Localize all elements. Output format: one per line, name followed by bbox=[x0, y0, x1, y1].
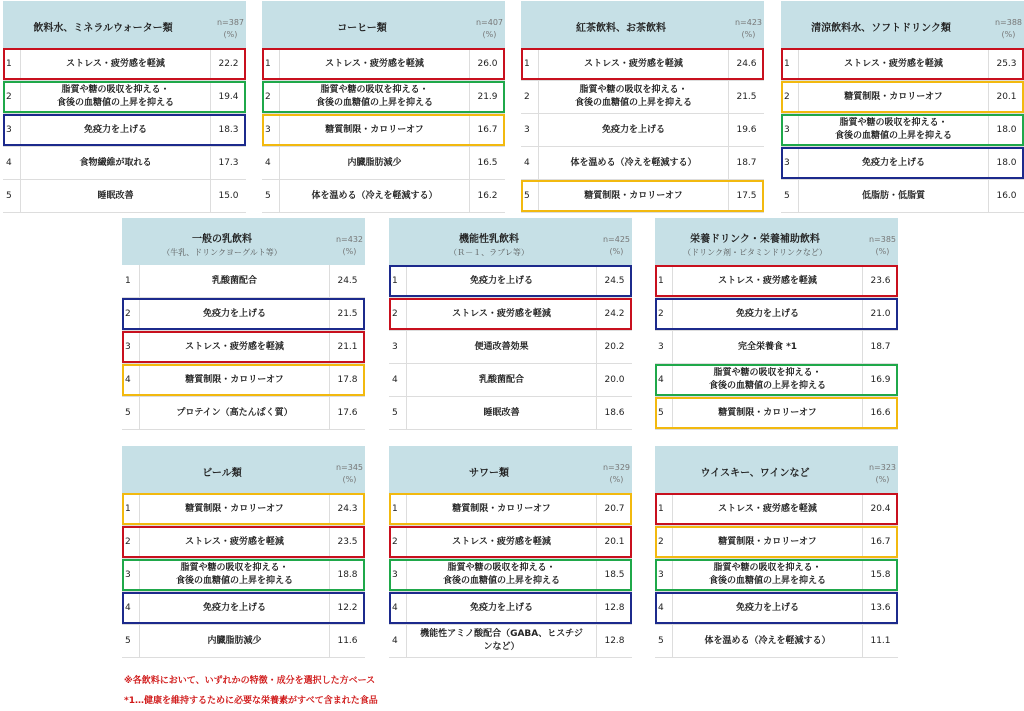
table-row bbox=[781, 180, 1024, 213]
value-cell: 18.7 bbox=[736, 158, 757, 168]
table-row bbox=[389, 559, 632, 592]
item-cell: ストレス・疲労感を軽減 bbox=[140, 331, 330, 363]
value-cell: 26.0 bbox=[477, 59, 498, 69]
value-cell: 20.4 bbox=[870, 504, 891, 514]
table-row bbox=[122, 364, 365, 397]
table-title: 清涼飲料水、ソフトドリンク類 bbox=[811, 23, 951, 34]
table-row bbox=[262, 81, 505, 114]
value-cell: 12.8 bbox=[604, 603, 625, 613]
value-cell: 17.8 bbox=[337, 375, 358, 385]
item-cell: ストレス・疲労感を軽減 bbox=[539, 48, 729, 80]
item-cell: 免疫力を上げる bbox=[407, 592, 597, 624]
value-cell: 21.5 bbox=[736, 92, 757, 102]
rank-cell: 3 bbox=[389, 559, 407, 591]
footnote-complete-nutrition: *1…健康を維持するために必要な栄養素がすべて含まれた食品 bbox=[124, 696, 378, 706]
item-cell: ストレス・疲労感を軽減 bbox=[140, 526, 330, 558]
table-row bbox=[655, 364, 898, 397]
rank-cell: 2 bbox=[389, 298, 407, 330]
value-cell: 18.0 bbox=[996, 125, 1017, 135]
ranking-table bbox=[521, 1, 764, 213]
table-row bbox=[521, 114, 764, 147]
item-cell: プロテイン（高たんぱく質） bbox=[140, 397, 330, 429]
table-subtitle: （Ｒ－１、ラブレ等） bbox=[449, 248, 529, 257]
value-cell: 17.5 bbox=[736, 191, 757, 201]
rank-cell: 3 bbox=[521, 114, 539, 146]
table-header bbox=[389, 446, 632, 493]
value-cell: 23.6 bbox=[870, 276, 891, 286]
table-header bbox=[122, 446, 365, 493]
rank-cell: 5 bbox=[122, 625, 140, 657]
table-row bbox=[122, 526, 365, 559]
rank-cell: 3 bbox=[781, 147, 799, 179]
rank-cell: 5 bbox=[781, 180, 799, 212]
table-row bbox=[521, 81, 764, 114]
value-cell: 21.9 bbox=[477, 92, 498, 102]
table-header bbox=[389, 218, 632, 265]
table-title: 一般の乳飲料 bbox=[192, 234, 252, 245]
item-cell: 免疫力を上げる bbox=[539, 114, 729, 146]
table-row bbox=[3, 48, 246, 81]
table-row bbox=[781, 114, 1024, 147]
item-cell: ストレス・疲労感を軽減 bbox=[407, 526, 597, 558]
item-cell: ストレス・疲労感を軽減 bbox=[280, 48, 470, 80]
table-subtitle: （牛乳、ドリンクヨーグルト等） bbox=[162, 248, 282, 257]
value-cell: 11.1 bbox=[870, 636, 891, 646]
value-cell: 19.4 bbox=[218, 92, 239, 102]
rank-cell: 2 bbox=[521, 81, 539, 113]
item-cell: 免疫力を上げる bbox=[407, 265, 597, 297]
unit-label: (%) bbox=[609, 475, 624, 484]
item-cell: 脂質や糖の吸収を抑える・ 食後の血糖値の上昇を抑える bbox=[407, 559, 597, 591]
sample-size bbox=[869, 234, 896, 258]
item-cell: 体を温める（冷えを軽減する） bbox=[673, 625, 863, 657]
rank-cell: 2 bbox=[122, 526, 140, 558]
value-cell: 11.6 bbox=[337, 636, 358, 646]
item-cell: 免疫力を上げる bbox=[140, 298, 330, 330]
table-row bbox=[122, 397, 365, 430]
item-cell: ストレス・疲労感を軽減 bbox=[673, 265, 863, 297]
item-cell: ストレス・疲労感を軽減 bbox=[673, 493, 863, 525]
rank-cell: 3 bbox=[655, 559, 673, 591]
item-cell: 脂質や糖の吸収を抑える・ 食後の血糖値の上昇を抑える bbox=[673, 559, 863, 591]
item-cell: 完全栄養食 *1 bbox=[673, 331, 863, 363]
item-cell: 体を温める（冷えを軽減する） bbox=[280, 180, 470, 212]
sample-size-value: n=323 bbox=[868, 463, 896, 472]
table-header bbox=[655, 218, 898, 265]
table-row bbox=[262, 114, 505, 147]
value-cell: 15.0 bbox=[218, 191, 239, 201]
table-row bbox=[3, 114, 246, 147]
ranking-table bbox=[122, 218, 365, 430]
rank-cell: 2 bbox=[122, 298, 140, 330]
table-row bbox=[122, 298, 365, 331]
sample-size-value: n=385 bbox=[868, 235, 896, 244]
rank-cell: 1 bbox=[655, 493, 673, 525]
item-cell: 脂質や糖の吸収を抑える・ 食後の血糖値の上昇を抑える bbox=[140, 559, 330, 591]
item-cell: 免疫力を上げる bbox=[140, 592, 330, 624]
sample-size-value: n=387 bbox=[216, 18, 244, 27]
table-row bbox=[655, 331, 898, 364]
item-cell: 内臓脂肪減少 bbox=[280, 147, 470, 179]
value-cell: 24.2 bbox=[604, 309, 625, 319]
value-cell: 24.3 bbox=[337, 504, 358, 514]
rank-cell: 2 bbox=[655, 526, 673, 558]
rank-cell: 3 bbox=[3, 114, 21, 146]
rank-cell: 2 bbox=[3, 81, 21, 113]
table-row bbox=[389, 625, 632, 658]
footnote-base: ※各飲料において、いずれかの特徴・成分を選択した方ベース bbox=[124, 676, 376, 686]
table-row bbox=[521, 180, 764, 213]
item-cell: 食物繊維が取れる bbox=[21, 147, 211, 179]
item-cell: 糖質制限・カロリーオフ bbox=[140, 364, 330, 396]
ranking-table bbox=[262, 1, 505, 213]
item-cell: 睡眠改善 bbox=[407, 397, 597, 429]
item-cell: ストレス・疲労感を軽減 bbox=[21, 48, 211, 80]
rank-cell: 3 bbox=[262, 114, 280, 146]
item-cell: 免疫力を上げる bbox=[673, 592, 863, 624]
rank-cell: 1 bbox=[389, 493, 407, 525]
ranking-table bbox=[122, 446, 365, 658]
value-cell: 24.5 bbox=[337, 276, 358, 286]
value-cell: 18.3 bbox=[218, 125, 239, 135]
item-cell: 脂質や糖の吸収を抑える・ 食後の血糖値の上昇を抑える bbox=[21, 81, 211, 113]
sample-size bbox=[735, 17, 762, 41]
item-cell: 体を温める（冷えを軽減する） bbox=[539, 147, 729, 179]
rank-cell: 5 bbox=[262, 180, 280, 212]
table-title: 紅茶飲料、お茶飲料 bbox=[576, 23, 666, 34]
item-cell: 免疫力を上げる bbox=[21, 114, 211, 146]
rank-cell: 1 bbox=[262, 48, 280, 80]
value-cell: 18.5 bbox=[604, 570, 625, 580]
table-row bbox=[3, 147, 246, 180]
table-row bbox=[262, 147, 505, 180]
item-cell: 糖質制限・カロリーオフ bbox=[140, 493, 330, 525]
table-row bbox=[655, 625, 898, 658]
item-cell: 内臓脂肪減少 bbox=[140, 625, 330, 657]
sample-size-value: n=432 bbox=[335, 235, 363, 244]
item-cell: 機能性アミノ酸配合（GABA、ヒスチジ ンなど） bbox=[407, 625, 597, 657]
value-cell: 12.8 bbox=[604, 636, 625, 646]
table-row bbox=[389, 364, 632, 397]
rank-cell: 4 bbox=[122, 592, 140, 624]
item-cell: 免疫力を上げる bbox=[673, 298, 863, 330]
value-cell: 21.5 bbox=[337, 309, 358, 319]
table-row bbox=[3, 180, 246, 213]
table-title: ビール類 bbox=[202, 468, 242, 479]
rank-cell: 3 bbox=[781, 114, 799, 146]
rank-cell: 4 bbox=[521, 147, 539, 179]
item-cell: 脂質や糖の吸収を抑える・ 食後の血糖値の上昇を抑える bbox=[280, 81, 470, 113]
value-cell: 13.6 bbox=[870, 603, 891, 613]
rank-cell: 4 bbox=[389, 364, 407, 396]
ranking-table bbox=[389, 446, 632, 658]
item-cell: 糖質制限・カロリーオフ bbox=[539, 180, 729, 212]
value-cell: 20.1 bbox=[604, 537, 625, 547]
table-title: ウイスキー、ワインなど bbox=[700, 468, 810, 479]
sample-size-value: n=407 bbox=[475, 18, 503, 27]
rank-cell: 3 bbox=[122, 559, 140, 591]
table-title: 栄養ドリンク・栄養補助飲料 bbox=[690, 234, 820, 245]
value-cell: 18.0 bbox=[996, 158, 1017, 168]
unit-label: (%) bbox=[342, 247, 357, 256]
ranking-table bbox=[655, 218, 898, 430]
table-row bbox=[389, 592, 632, 625]
value-cell: 20.2 bbox=[604, 342, 625, 352]
item-cell: 糖質制限・カロリーオフ bbox=[280, 114, 470, 146]
table-header bbox=[655, 446, 898, 493]
table-row bbox=[655, 298, 898, 331]
value-cell: 22.2 bbox=[218, 59, 239, 69]
value-cell: 16.7 bbox=[477, 125, 498, 135]
rank-cell: 1 bbox=[781, 48, 799, 80]
value-cell: 20.1 bbox=[996, 92, 1017, 102]
sample-size bbox=[603, 234, 630, 258]
value-cell: 18.7 bbox=[870, 342, 891, 352]
table-row bbox=[655, 265, 898, 298]
item-cell: 脂質や糖の吸収を抑える・ 食後の血糖値の上昇を抑える bbox=[539, 81, 729, 113]
table-row bbox=[389, 265, 632, 298]
table-row bbox=[781, 81, 1024, 114]
table-row bbox=[781, 48, 1024, 81]
value-cell: 16.7 bbox=[870, 537, 891, 547]
sample-size bbox=[217, 17, 244, 41]
table-header bbox=[3, 1, 246, 48]
rank-cell: 5 bbox=[655, 625, 673, 657]
rank-cell: 5 bbox=[122, 397, 140, 429]
rank-cell: 4 bbox=[655, 592, 673, 624]
rank-cell: 4 bbox=[389, 625, 407, 657]
table-header bbox=[122, 218, 365, 265]
value-cell: 12.2 bbox=[337, 603, 358, 613]
table-row bbox=[521, 147, 764, 180]
table-row bbox=[389, 331, 632, 364]
rank-cell: 4 bbox=[655, 364, 673, 396]
unit-label: (%) bbox=[1001, 30, 1016, 39]
item-cell: 乳酸菌配合 bbox=[140, 265, 330, 297]
table-row bbox=[655, 493, 898, 526]
item-cell: 便通改善効果 bbox=[407, 331, 597, 363]
sample-size-value: n=423 bbox=[734, 18, 762, 27]
table-row bbox=[262, 48, 505, 81]
table-row bbox=[262, 180, 505, 213]
item-cell: 低脂肪・低脂質 bbox=[799, 180, 989, 212]
item-cell: 糖質制限・カロリーオフ bbox=[673, 397, 863, 429]
table-row bbox=[389, 526, 632, 559]
item-cell: 糖質制限・カロリーオフ bbox=[673, 526, 863, 558]
rank-cell: 2 bbox=[655, 298, 673, 330]
table-header bbox=[781, 1, 1024, 48]
table-row bbox=[389, 298, 632, 331]
item-cell: 糖質制限・カロリーオフ bbox=[407, 493, 597, 525]
table-row bbox=[122, 592, 365, 625]
rank-cell: 3 bbox=[389, 331, 407, 363]
value-cell: 17.3 bbox=[218, 158, 239, 168]
unit-label: (%) bbox=[609, 247, 624, 256]
sample-size bbox=[869, 462, 896, 486]
unit-label: (%) bbox=[223, 30, 238, 39]
rank-cell: 5 bbox=[3, 180, 21, 212]
rank-cell: 2 bbox=[389, 526, 407, 558]
rank-cell: 5 bbox=[389, 397, 407, 429]
item-cell: 脂質や糖の吸収を抑える・ 食後の血糖値の上昇を抑える bbox=[799, 114, 989, 146]
rank-cell: 1 bbox=[521, 48, 539, 80]
table-header bbox=[262, 1, 505, 48]
table-row bbox=[655, 526, 898, 559]
value-cell: 21.1 bbox=[337, 342, 358, 352]
rank-cell: 5 bbox=[521, 180, 539, 212]
rank-cell: 3 bbox=[122, 331, 140, 363]
value-cell: 18.8 bbox=[337, 570, 358, 580]
rank-cell: 1 bbox=[122, 493, 140, 525]
value-cell: 21.0 bbox=[870, 309, 891, 319]
table-row bbox=[389, 397, 632, 430]
table-row bbox=[655, 592, 898, 625]
value-cell: 23.5 bbox=[337, 537, 358, 547]
value-cell: 24.6 bbox=[736, 59, 757, 69]
rank-cell: 2 bbox=[781, 81, 799, 113]
value-cell: 19.6 bbox=[736, 125, 757, 135]
ranking-table bbox=[389, 218, 632, 430]
value-cell: 18.6 bbox=[604, 408, 625, 418]
rank-cell: 1 bbox=[3, 48, 21, 80]
item-cell: 乳酸菌配合 bbox=[407, 364, 597, 396]
sample-size bbox=[476, 17, 503, 41]
rank-cell: 4 bbox=[3, 147, 21, 179]
value-cell: 17.6 bbox=[337, 408, 358, 418]
unit-label: (%) bbox=[875, 247, 890, 256]
value-cell: 25.3 bbox=[996, 59, 1017, 69]
table-title: コーヒー類 bbox=[337, 23, 387, 34]
item-cell: ストレス・疲労感を軽減 bbox=[799, 48, 989, 80]
table-header bbox=[521, 1, 764, 48]
rank-cell: 4 bbox=[122, 364, 140, 396]
table-title: サワー類 bbox=[469, 468, 509, 479]
table-row bbox=[521, 48, 764, 81]
rank-cell: 1 bbox=[389, 265, 407, 297]
table-row bbox=[3, 81, 246, 114]
sample-size bbox=[603, 462, 630, 486]
item-cell: 糖質制限・カロリーオフ bbox=[799, 81, 989, 113]
sample-size bbox=[995, 17, 1022, 41]
item-cell: 睡眠改善 bbox=[21, 180, 211, 212]
value-cell: 20.0 bbox=[604, 375, 625, 385]
unit-label: (%) bbox=[875, 475, 890, 484]
rank-cell: 1 bbox=[122, 265, 140, 297]
unit-label: (%) bbox=[342, 475, 357, 484]
table-row bbox=[655, 559, 898, 592]
table-title: 飲料水、ミネラルウォーター類 bbox=[33, 23, 173, 34]
ranking-table bbox=[655, 446, 898, 658]
sample-size bbox=[336, 234, 363, 258]
table-row bbox=[122, 331, 365, 364]
rank-cell: 4 bbox=[389, 592, 407, 624]
sample-size-value: n=425 bbox=[602, 235, 630, 244]
sample-size-value: n=388 bbox=[994, 18, 1022, 27]
table-row bbox=[781, 147, 1024, 180]
table-row bbox=[122, 493, 365, 526]
value-cell: 16.0 bbox=[996, 191, 1017, 201]
table-row bbox=[655, 397, 898, 430]
value-cell: 16.6 bbox=[870, 408, 891, 418]
item-cell: 脂質や糖の吸収を抑える・ 食後の血糖値の上昇を抑える bbox=[673, 364, 863, 396]
unit-label: (%) bbox=[741, 30, 756, 39]
item-cell: ストレス・疲労感を軽減 bbox=[407, 298, 597, 330]
rank-cell: 5 bbox=[655, 397, 673, 429]
table-row bbox=[122, 559, 365, 592]
rank-cell: 4 bbox=[262, 147, 280, 179]
value-cell: 20.7 bbox=[604, 504, 625, 514]
table-title: 機能性乳飲料 bbox=[459, 234, 519, 245]
rank-cell: 2 bbox=[262, 81, 280, 113]
rank-cell: 1 bbox=[655, 265, 673, 297]
table-row bbox=[389, 493, 632, 526]
value-cell: 16.5 bbox=[477, 158, 498, 168]
rank-cell: 3 bbox=[655, 331, 673, 363]
table-row bbox=[122, 265, 365, 298]
item-cell: 免疫力を上げる bbox=[799, 147, 989, 179]
table-row bbox=[122, 625, 365, 658]
value-cell: 16.2 bbox=[477, 191, 498, 201]
value-cell: 24.5 bbox=[604, 276, 625, 286]
value-cell: 16.9 bbox=[870, 375, 891, 385]
sample-size-value: n=345 bbox=[335, 463, 363, 472]
ranking-table bbox=[3, 1, 246, 213]
value-cell: 15.8 bbox=[870, 570, 891, 580]
sample-size-value: n=329 bbox=[602, 463, 630, 472]
ranking-table bbox=[781, 1, 1024, 213]
sample-size bbox=[336, 462, 363, 486]
unit-label: (%) bbox=[482, 30, 497, 39]
table-subtitle: （ドリンク剤・ビタミンドリンクなど） bbox=[683, 248, 827, 257]
